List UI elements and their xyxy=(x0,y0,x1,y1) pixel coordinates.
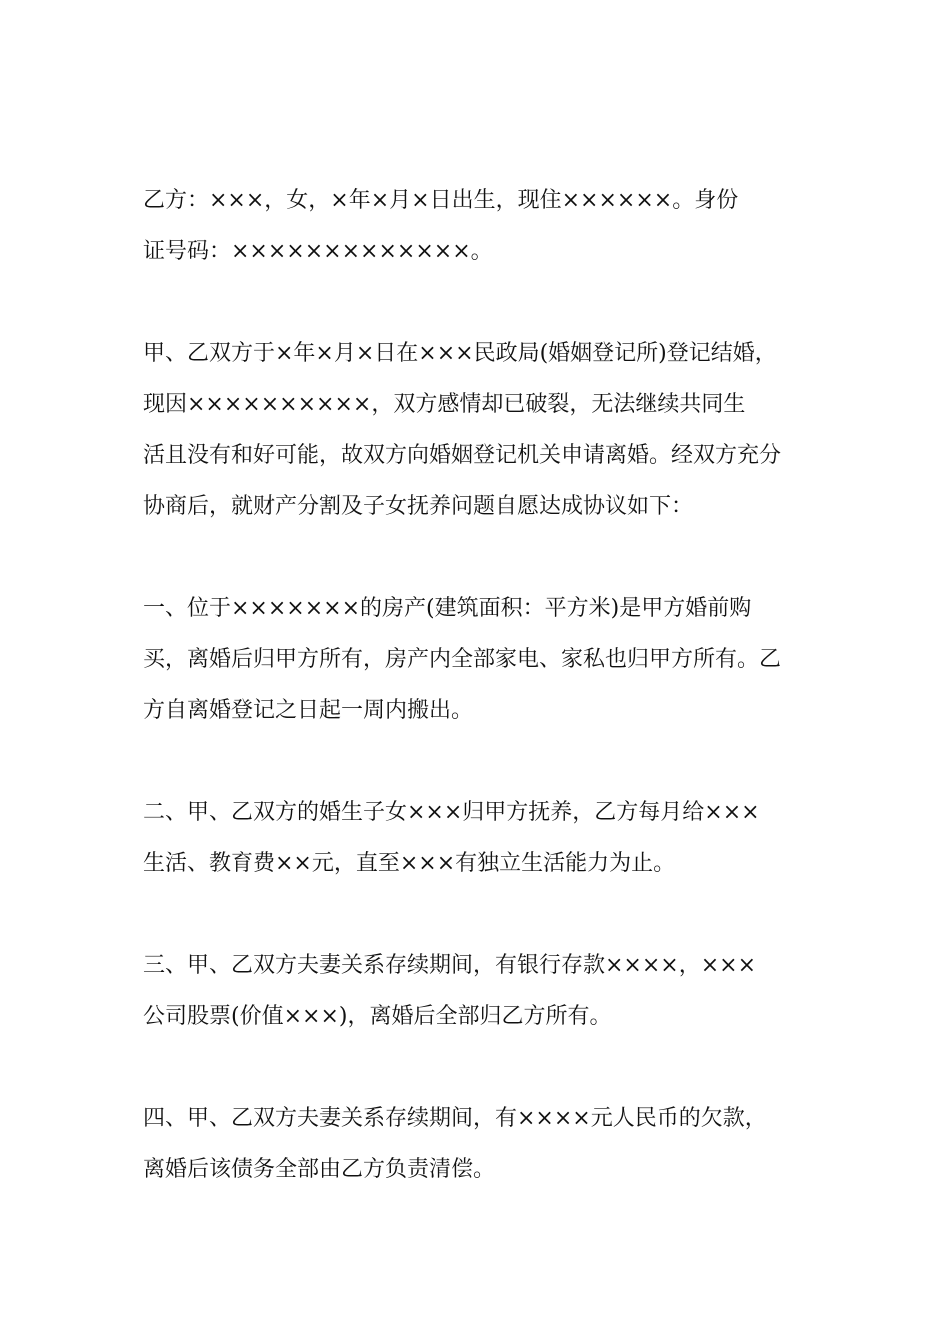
text-line: 甲、乙双方于×年×月×日在×××民政局(婚姻登记所)登记结婚， xyxy=(143,341,777,366)
text-line: 离婚后该债务全部由乙方负责清偿。 xyxy=(143,1157,496,1182)
text-line: 证号码：×××××××××××××。 xyxy=(143,239,493,264)
text-line: 买，离婚后归甲方所有，房产内全部家电、家私也归甲方所有。乙 xyxy=(143,647,782,672)
text-line: 公司股票(价值×××)，离婚后全部归乙方所有。 xyxy=(143,1004,612,1029)
text-line: 协商后，就财产分割及子女抚养问题自愿达成协议如下： xyxy=(143,494,694,519)
party-b-info-paragraph xyxy=(143,175,815,277)
text-line: 生活、教育费××元，直至×××有独立生活能力为止。 xyxy=(143,851,676,876)
text-line: 三、甲、乙双方夫妻关系存续期间，有银行存款××××，××× xyxy=(143,953,757,978)
text-line: 乙方：×××，女，×年×月×日出生，现住××××××。身份 xyxy=(143,188,739,213)
clause-3-assets-paragraph xyxy=(143,940,815,1042)
text-line: 四、甲、乙双方夫妻关系存续期间，有××××元人民币的欠款， xyxy=(143,1106,767,1131)
clause-2-custody-paragraph xyxy=(143,787,815,889)
text-line: 一、位于×××××××的房产(建筑面积：平方米)是甲方婚前购 xyxy=(143,596,752,621)
clause-1-property-paragraph xyxy=(143,583,815,736)
clause-4-debt-paragraph xyxy=(143,1093,815,1195)
marriage-background-paragraph xyxy=(143,328,815,532)
text-line: 方自离婚登记之日起一周内搬出。 xyxy=(143,698,474,723)
text-line: 二、甲、乙双方的婚生子女×××归甲方抚养，乙方每月给××× xyxy=(143,800,760,825)
document-body xyxy=(143,175,815,1246)
text-line: 现因××××××××××，双方感情却已破裂，无法继续共同生 xyxy=(143,392,746,417)
text-line: 活且没有和好可能，故双方向婚姻登记机关申请离婚。经双方充分 xyxy=(143,443,782,468)
